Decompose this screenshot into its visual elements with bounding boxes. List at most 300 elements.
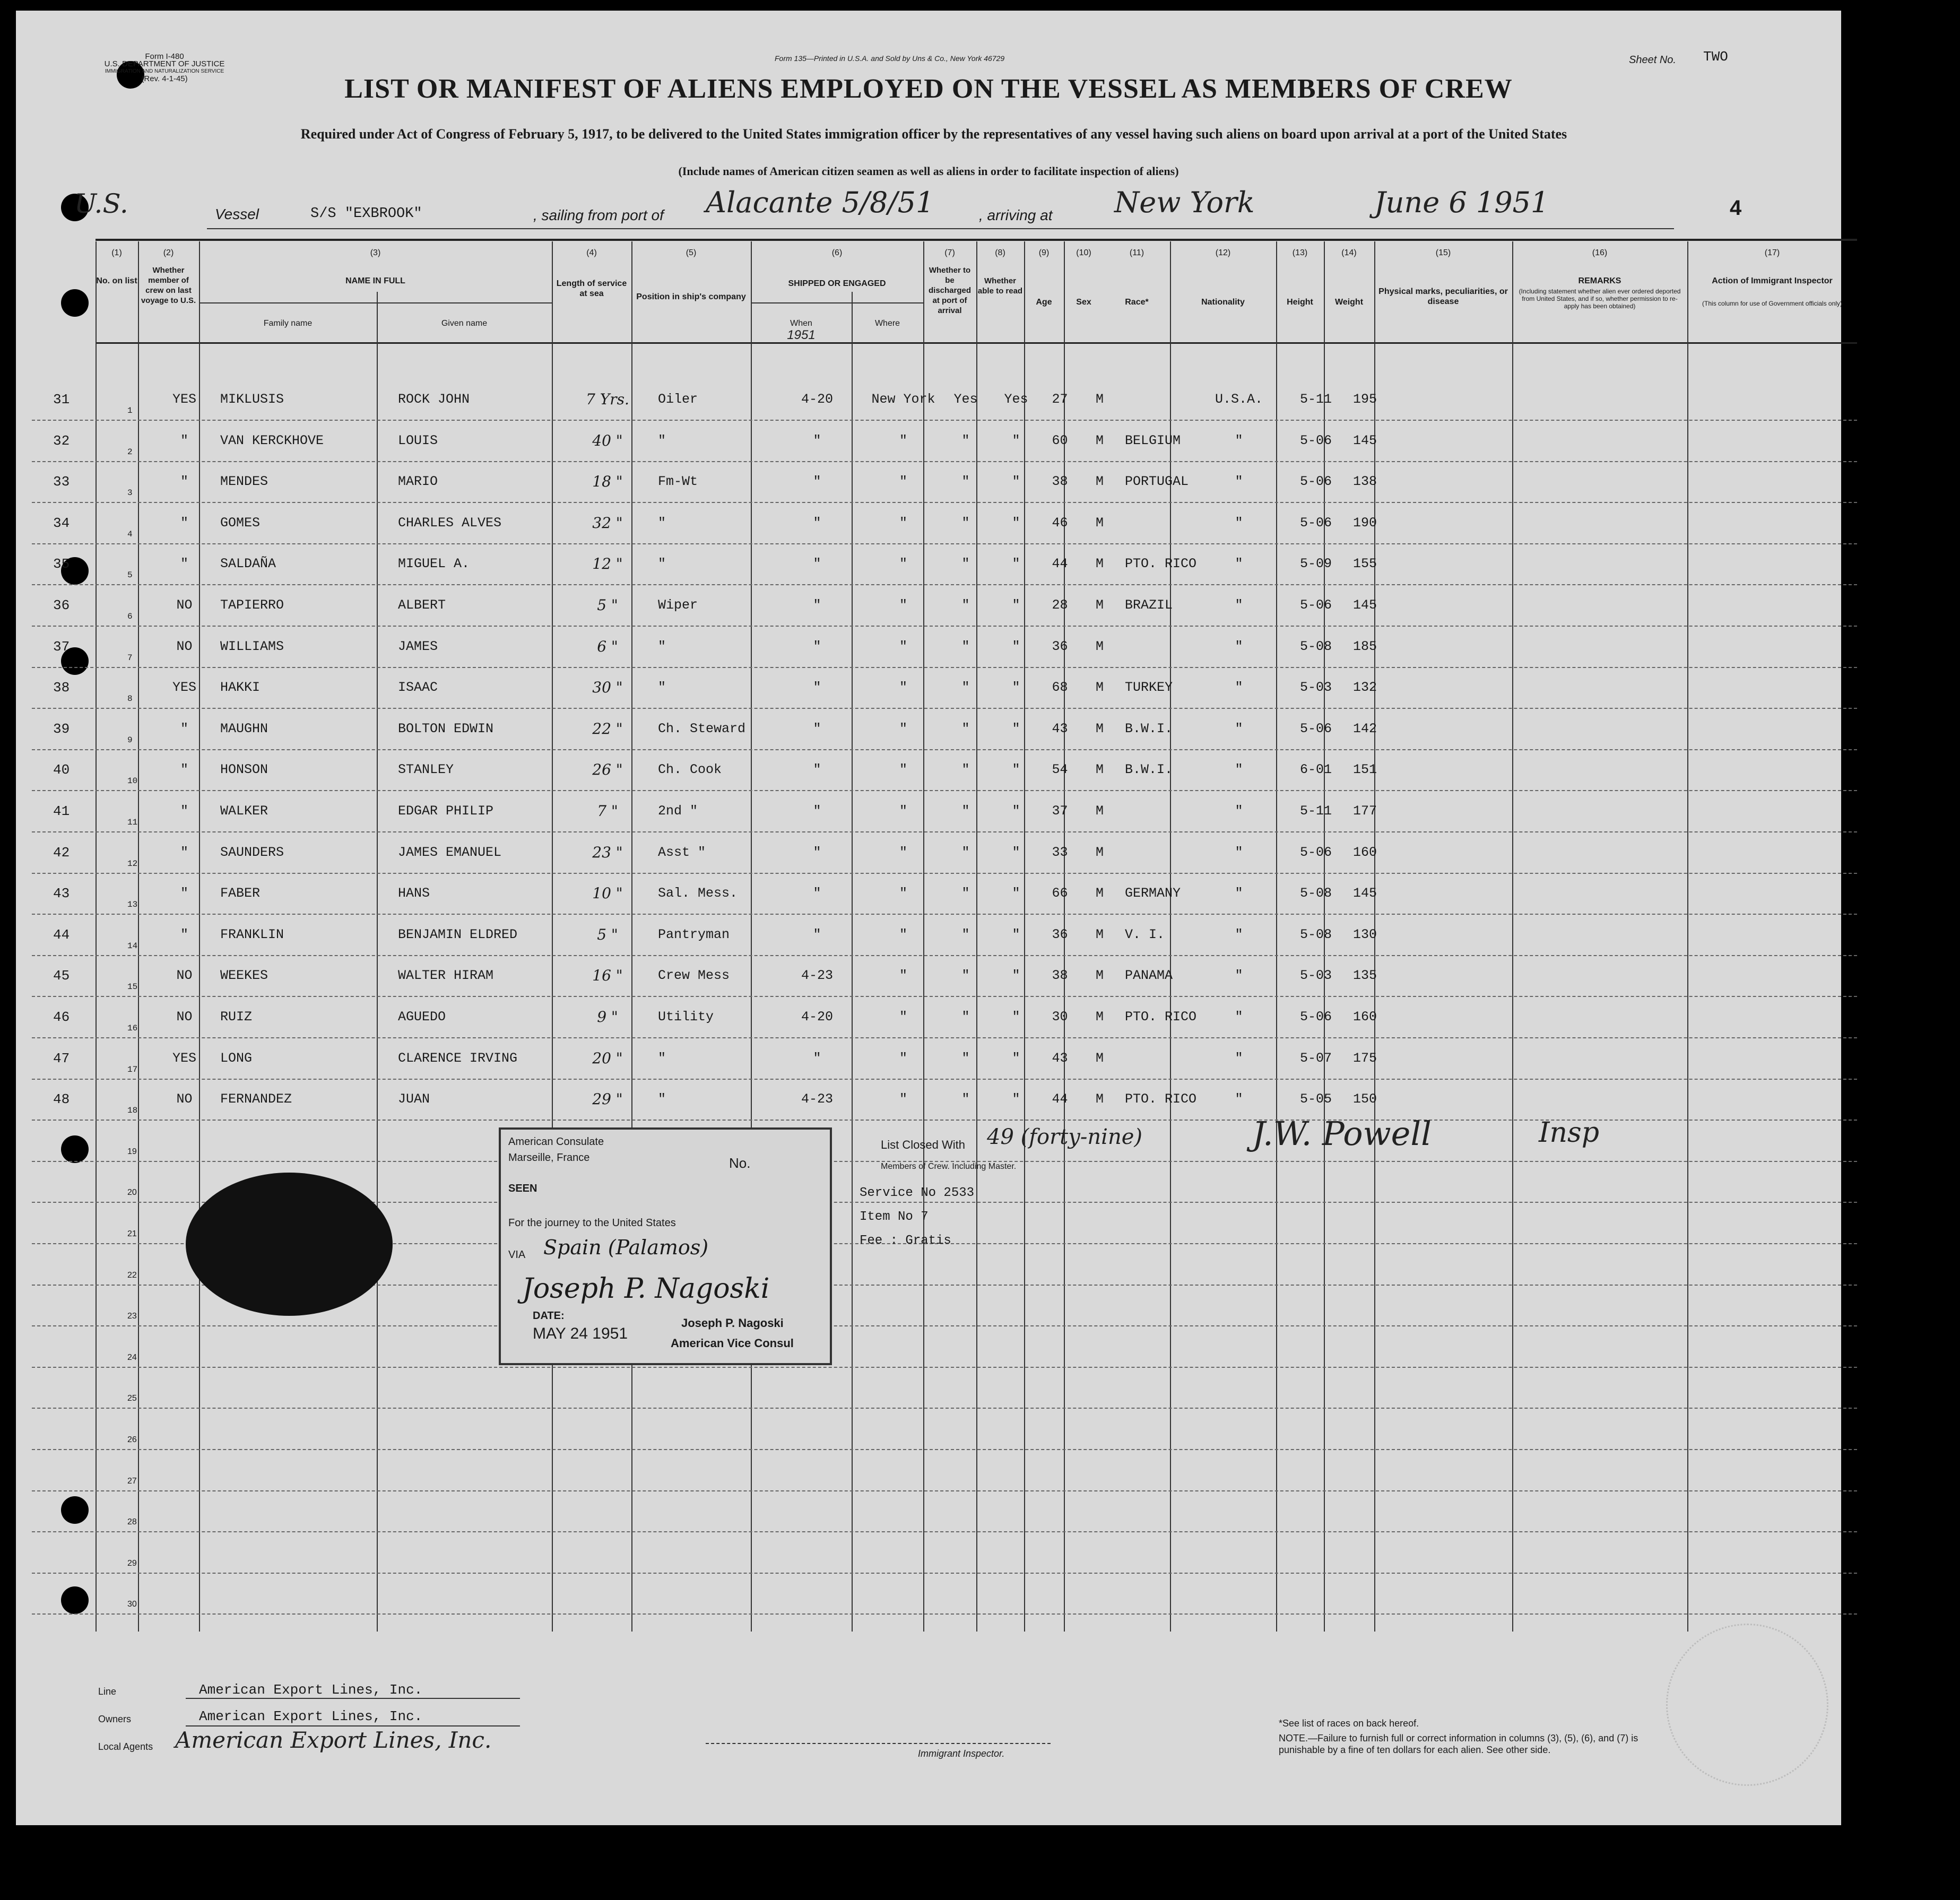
col-header-prev-voyage: Whether member of crew on last voyage to U.S.: [141, 266, 196, 305]
table-row: [32, 667, 1857, 709]
footer-rule: [186, 1725, 520, 1727]
sailing-label: , sailing from port of: [533, 207, 664, 223]
race: PANAMA: [1125, 968, 1173, 984]
arrival-date: June 6 1951: [1374, 186, 1549, 219]
shipped-where: ": [899, 721, 907, 736]
nationality: ": [1235, 762, 1243, 778]
discharged: ": [961, 886, 970, 901]
given-name: ISAAC: [398, 680, 438, 696]
prev-voyage: ": [180, 844, 188, 860]
line-number: 28: [127, 1517, 137, 1527]
family-name: VAN KERCKHOVE: [220, 432, 324, 448]
name-subheader-line: [199, 302, 552, 303]
given-name: EDGAR PHILIP: [398, 803, 494, 819]
position: Fm-Wt: [658, 474, 698, 490]
nationality: ": [1235, 1009, 1243, 1025]
col-header-race: Race*: [1125, 298, 1149, 307]
shipped-where: ": [899, 556, 907, 572]
row-number: 41: [53, 803, 70, 819]
col-number: (14): [1341, 248, 1357, 257]
able-to-read: ": [1012, 1009, 1020, 1025]
col-header-given: Given name: [441, 319, 488, 328]
able-to-read: ": [1012, 556, 1020, 572]
table-row: [32, 544, 1857, 585]
family-name: SALDAÑA: [220, 556, 276, 572]
able-to-read: ": [1012, 638, 1020, 654]
race: BELGIUM: [1125, 432, 1181, 448]
row-number: 44: [53, 926, 70, 943]
discharged: ": [961, 556, 970, 572]
sex: M: [1095, 432, 1104, 448]
given-name: JAMES EMANUEL: [398, 844, 502, 860]
inspector-signature-line: [706, 1743, 1051, 1744]
given-name: AGUEDO: [398, 1009, 446, 1025]
position: Sal. Mess.: [658, 886, 738, 901]
height: 5-06: [1299, 515, 1332, 531]
position: ": [658, 638, 666, 654]
shipped-when: ": [813, 844, 821, 860]
weight: 160: [1352, 1009, 1377, 1025]
col-header-service: Length of service at sea: [556, 279, 627, 298]
line-number: 8: [127, 694, 133, 704]
flag: U.S.: [74, 188, 128, 219]
weight: 145: [1352, 432, 1377, 448]
sex: M: [1095, 721, 1104, 736]
able-to-read: ": [1012, 680, 1020, 696]
line-number: 30: [127, 1600, 137, 1609]
footer-note: NOTE.—Failure to furnish full or correct information in columns (3), (5), (6), and (7) is punishable by a fine of ten dollars for each alien. See other side.: [1279, 1733, 1638, 1755]
family-name: GOMES: [220, 515, 261, 531]
height: 5-06: [1299, 844, 1332, 860]
shipped-when: 4-20: [801, 1009, 833, 1025]
col-number: (16): [1592, 248, 1608, 257]
col-header-physical: Physical marks, peculiarities, or disease: [1378, 287, 1508, 306]
position: ": [658, 556, 666, 572]
shipped-where: ": [899, 926, 907, 942]
col-header-family: Family name: [263, 319, 313, 328]
height: 5-06: [1299, 597, 1332, 613]
footer-owners-label: Owners: [98, 1714, 132, 1724]
sex: M: [1095, 886, 1104, 901]
race: TURKEY: [1125, 680, 1173, 696]
able-to-read: ": [1012, 515, 1020, 531]
family-name: HAKKI: [220, 680, 261, 696]
col-header-where: Where: [874, 319, 900, 328]
sex: M: [1095, 926, 1104, 942]
given-name: LOUIS: [398, 432, 438, 448]
empty-row: [32, 1326, 1857, 1368]
sex: M: [1095, 638, 1104, 654]
line-number: 10: [127, 776, 138, 786]
age: 30: [1052, 1009, 1068, 1025]
list-closed-label: List Closed With: [881, 1138, 965, 1151]
shipped-when: ": [813, 886, 821, 901]
weight: 138: [1352, 474, 1377, 490]
height: 6-01: [1299, 762, 1332, 778]
able-to-read: ": [1012, 1091, 1020, 1107]
line-number: 20: [127, 1188, 137, 1198]
height: 5-11: [1299, 392, 1332, 407]
nationality: ": [1235, 803, 1243, 819]
prev-voyage: ": [180, 432, 188, 448]
shipped-when: ": [813, 515, 821, 531]
line-number: 5: [127, 570, 133, 580]
position: 2nd ": [658, 803, 698, 819]
shipped-when: ": [813, 432, 821, 448]
position: ": [658, 515, 666, 531]
stamp-journey: For the journey to the United States: [508, 1217, 676, 1229]
revision: (Rev. 4-1-45): [141, 74, 188, 83]
discharged: ": [961, 432, 970, 448]
line-number: 13: [127, 900, 138, 910]
service-length: 9 ": [597, 1008, 618, 1026]
col-header-when: When: [790, 319, 812, 328]
empty-row: [32, 1491, 1857, 1532]
table-row: [32, 791, 1857, 832]
nationality: ": [1235, 968, 1243, 984]
table-row: [32, 585, 1857, 627]
family-name: MAUGHN: [220, 721, 268, 736]
height: 5-06: [1299, 474, 1332, 490]
age: 44: [1052, 1091, 1068, 1107]
sailing-port: Alacante 5/8/51: [706, 186, 934, 219]
table-row: [32, 503, 1857, 544]
col-number: (12): [1215, 248, 1231, 257]
height: 5-09: [1299, 556, 1332, 572]
race: B.W.I.: [1125, 721, 1173, 736]
age: 37: [1052, 803, 1068, 819]
stamp-via: Spain (Palamos): [543, 1236, 709, 1259]
line-number: 18: [127, 1106, 138, 1116]
discharged: ": [961, 515, 970, 531]
stamp-via-label: VIA: [508, 1249, 526, 1261]
weight: 177: [1352, 803, 1377, 819]
col-header-action-sub: (This column for use of Government officials only): [1702, 300, 1842, 307]
prev-voyage: NO: [176, 638, 193, 654]
weight: 190: [1352, 515, 1377, 531]
position: Asst ": [658, 844, 706, 860]
service-length: 12 ": [592, 555, 623, 573]
given-name: CHARLES ALVES: [398, 515, 502, 531]
height: 5-11: [1299, 803, 1332, 819]
service-length: 23 ": [592, 843, 623, 861]
height: 5-06: [1299, 432, 1332, 448]
position: Crew Mess: [658, 968, 730, 984]
row-number: 42: [53, 844, 70, 861]
able-to-read: ": [1012, 803, 1020, 819]
prev-voyage: YES: [172, 392, 196, 407]
prev-voyage: ": [180, 762, 188, 778]
shipped-when: ": [813, 597, 821, 613]
shipped-where: ": [899, 844, 907, 860]
row-number: 35: [53, 556, 70, 572]
able-to-read: ": [1012, 844, 1020, 860]
shipped-when: ": [813, 556, 821, 572]
prev-voyage: ": [180, 926, 188, 942]
line-number: 6: [127, 612, 133, 621]
shipped-when: 4-23: [801, 968, 833, 984]
col-number: (1): [111, 248, 122, 257]
family-name: RUIZ: [220, 1009, 253, 1025]
empty-row: [32, 1532, 1857, 1574]
able-to-read: ": [1012, 926, 1020, 942]
age: 46: [1052, 515, 1068, 531]
nationality: ": [1235, 844, 1243, 860]
service-number: Service No 2533: [860, 1186, 975, 1200]
discharged: ": [961, 1009, 970, 1025]
given-name: WALTER HIRAM: [398, 968, 494, 984]
shipped-where: ": [899, 1091, 907, 1107]
shipped-when: ": [813, 926, 821, 942]
race: GERMANY: [1125, 886, 1181, 901]
height: 5-05: [1299, 1091, 1332, 1107]
weight: 151: [1352, 762, 1377, 778]
nationality: ": [1235, 926, 1243, 942]
col-header-discharged: Whether to be discharged at port of arrival: [928, 266, 972, 315]
age: 43: [1052, 1050, 1068, 1066]
weight: 130: [1352, 926, 1377, 942]
col-number: (8): [995, 248, 1005, 257]
height: 5-03: [1299, 968, 1332, 984]
row-number: 45: [53, 968, 70, 984]
page-number: 4: [1730, 196, 1742, 220]
footer-rule: [186, 1698, 520, 1699]
col-header-remarks-sub: (Including statement whether alien ever ordered deported from United States, and if so, whether permission to re-apply has been obtained): [1519, 288, 1681, 310]
shipped-where: ": [899, 968, 907, 984]
line-number: 4: [127, 529, 133, 539]
prev-voyage: NO: [176, 1091, 193, 1107]
line-number: 15: [127, 982, 138, 992]
line-number: 19: [127, 1147, 137, 1156]
table-top-border: [96, 239, 1857, 241]
form-id: Form I-480: [145, 52, 184, 61]
table-row: [32, 956, 1857, 997]
prev-voyage: ": [180, 556, 188, 572]
age: 43: [1052, 721, 1068, 736]
nationality: ": [1235, 556, 1243, 572]
vessel-label: Vessel: [215, 206, 259, 222]
row-number: 34: [53, 515, 70, 531]
col-header-action: Action of Immigrant Inspector: [1712, 276, 1833, 285]
shipped-where: ": [899, 1009, 907, 1025]
shipped-when: ": [813, 803, 821, 819]
given-name: JUAN: [398, 1091, 430, 1107]
stamp-official: Joseph P. Nagoski: [681, 1316, 784, 1330]
col-header-name: NAME IN FULL: [345, 276, 405, 285]
row-number: 38: [53, 680, 70, 696]
given-name: JAMES: [398, 638, 438, 654]
stamp-date-label: DATE:: [533, 1310, 565, 1322]
col-header-year: 1951: [787, 328, 816, 342]
subtitle-note: (Include names of American citizen seamen as well as aliens in order to facilitate inspection of aliens): [678, 164, 1179, 178]
given-name: ALBERT: [398, 597, 446, 613]
weight: 135: [1352, 968, 1377, 984]
given-name: BENJAMIN ELDRED: [398, 926, 518, 942]
discharged: ": [961, 926, 970, 942]
shipped-when: ": [813, 474, 821, 490]
item-number: Item No 7: [860, 1210, 929, 1224]
family-name: FABER: [220, 886, 261, 901]
voyage-underline: [207, 228, 1674, 229]
given-name: BOLTON EDWIN: [398, 721, 494, 736]
discharged: Yes: [953, 392, 978, 407]
age: 38: [1052, 968, 1068, 984]
age: 44: [1052, 556, 1068, 572]
discharged: ": [961, 721, 970, 736]
prev-voyage: NO: [176, 968, 193, 984]
able-to-read: ": [1012, 721, 1020, 736]
position: ": [658, 680, 666, 696]
weight: 145: [1352, 886, 1377, 901]
race: PTO. RICO: [1125, 1009, 1197, 1025]
able-to-read: ": [1012, 1050, 1020, 1066]
shipped-where: ": [899, 680, 907, 696]
row-number: 39: [53, 721, 70, 737]
prev-voyage: YES: [172, 680, 196, 696]
service-length: 16 ": [592, 967, 623, 985]
manifest-sheet: [16, 11, 1841, 1825]
line-number: 16: [127, 1023, 138, 1033]
service-length: 26 ": [592, 761, 623, 779]
arriving-label: , arriving at: [979, 207, 1053, 223]
line-number: 21: [127, 1229, 137, 1238]
age: 28: [1052, 597, 1068, 613]
race: PORTUGAL: [1125, 474, 1189, 490]
consular-seal: [186, 1173, 393, 1316]
col-number: (7): [944, 248, 955, 257]
sex: M: [1095, 680, 1104, 696]
shipped-when: 4-23: [801, 1091, 833, 1107]
nationality: ": [1235, 638, 1243, 654]
discharged: ": [961, 680, 970, 696]
inspector-initials: Insp: [1539, 1117, 1600, 1149]
service-length: 10 ": [592, 884, 623, 903]
sex: M: [1095, 844, 1104, 860]
row-number: 47: [53, 1050, 70, 1066]
footer-agents-signature: American Export Lines, Inc.: [175, 1727, 492, 1753]
nationality: ": [1235, 474, 1243, 490]
empty-row: [32, 1367, 1857, 1409]
col-header-shipped: SHIPPED OR ENGAGED: [788, 279, 886, 288]
col-number: (2): [163, 248, 174, 257]
family-name: FRANKLIN: [220, 926, 284, 942]
shipped-when: ": [813, 1050, 821, 1066]
line-number: 23: [127, 1312, 137, 1321]
master-signature: J.W. Powell: [1252, 1114, 1432, 1153]
table-row: [32, 1079, 1857, 1121]
able-to-read: ": [1012, 968, 1020, 984]
col-header-no: No. on list: [96, 276, 137, 285]
nationality: ": [1235, 1050, 1243, 1066]
sheet-number: TWO: [1703, 49, 1728, 65]
inspector-label: Immigrant Inspector.: [918, 1748, 1005, 1759]
age: 33: [1052, 844, 1068, 860]
line-number: 1: [127, 406, 133, 415]
col-number: (11): [1129, 248, 1144, 257]
prev-voyage: NO: [176, 597, 193, 613]
subtitle: Required under Act of Congress of February 5, 1917, to be delivered to the United States immigration officer by the representatives of any vessel having such aliens on board upon arrival at a port of the United States: [300, 126, 1567, 142]
service-length: 7 Yrs.: [586, 391, 629, 408]
shipped-where: ": [899, 474, 907, 490]
age: 27: [1052, 392, 1068, 407]
line-number: 27: [127, 1476, 137, 1486]
line-number: 2: [127, 447, 133, 457]
able-to-read: ": [1012, 432, 1020, 448]
discharged: ": [961, 803, 970, 819]
height: 5-07: [1299, 1050, 1332, 1066]
sex: M: [1095, 968, 1104, 984]
shipped-where: ": [899, 1050, 907, 1066]
col-number: (13): [1292, 248, 1308, 257]
line-number: 11: [127, 818, 138, 827]
family-name: MENDES: [220, 474, 268, 490]
stamp-no-label: No.: [729, 1155, 751, 1171]
position: Oiler: [658, 392, 698, 407]
family-name: HONSON: [220, 762, 268, 778]
sex: M: [1095, 515, 1104, 531]
nationality: ": [1235, 680, 1243, 696]
service-length: 32 ": [592, 514, 623, 532]
race: V. I.: [1125, 926, 1165, 942]
nationality: ": [1235, 432, 1243, 448]
shipped-where: ": [899, 432, 907, 448]
row-number: 37: [53, 638, 70, 655]
race: PTO. RICO: [1125, 1091, 1197, 1107]
stamp-consulate: American Consulate: [508, 1136, 604, 1148]
service-length: 40 ": [592, 431, 623, 449]
table-row: [32, 873, 1857, 915]
table-row: [32, 709, 1857, 750]
shipped-where: ": [899, 886, 907, 901]
empty-row: [32, 1409, 1857, 1450]
punch-hole: [61, 289, 89, 317]
weight: 160: [1352, 844, 1377, 860]
row-number: 31: [53, 392, 70, 407]
weight: 155: [1352, 556, 1377, 572]
family-name: WILLIAMS: [220, 638, 284, 654]
empty-row: [32, 1573, 1857, 1615]
prev-voyage: ": [180, 474, 188, 490]
age: 36: [1052, 638, 1068, 654]
nationality: ": [1235, 1091, 1243, 1107]
family-name: WALKER: [220, 803, 268, 819]
nationality: U.S.A.: [1215, 392, 1263, 407]
col-number: (5): [686, 248, 697, 257]
line-number: 22: [127, 1270, 137, 1280]
weight: 142: [1352, 721, 1377, 736]
service-length: 20 ": [592, 1049, 623, 1067]
line-number: 25: [127, 1394, 137, 1403]
service-length: 18 ": [592, 473, 623, 491]
table-row: [32, 750, 1857, 791]
col-header-nationality: Nationality: [1201, 298, 1245, 307]
age: 36: [1052, 926, 1068, 942]
height: 5-03: [1299, 680, 1332, 696]
family-name: WEEKES: [220, 968, 268, 984]
family-name: FERNANDEZ: [220, 1091, 292, 1107]
shipped-when: ": [813, 638, 821, 654]
sex: M: [1095, 392, 1104, 407]
service-length: 5 ": [597, 596, 618, 614]
sex: M: [1095, 1009, 1104, 1025]
age: 66: [1052, 886, 1068, 901]
line-number: 14: [127, 941, 138, 951]
height: 5-08: [1299, 926, 1332, 942]
sex: M: [1095, 556, 1104, 572]
sex: M: [1095, 1050, 1104, 1066]
prev-voyage: ": [180, 721, 188, 736]
race: BRAZIL: [1125, 597, 1173, 613]
